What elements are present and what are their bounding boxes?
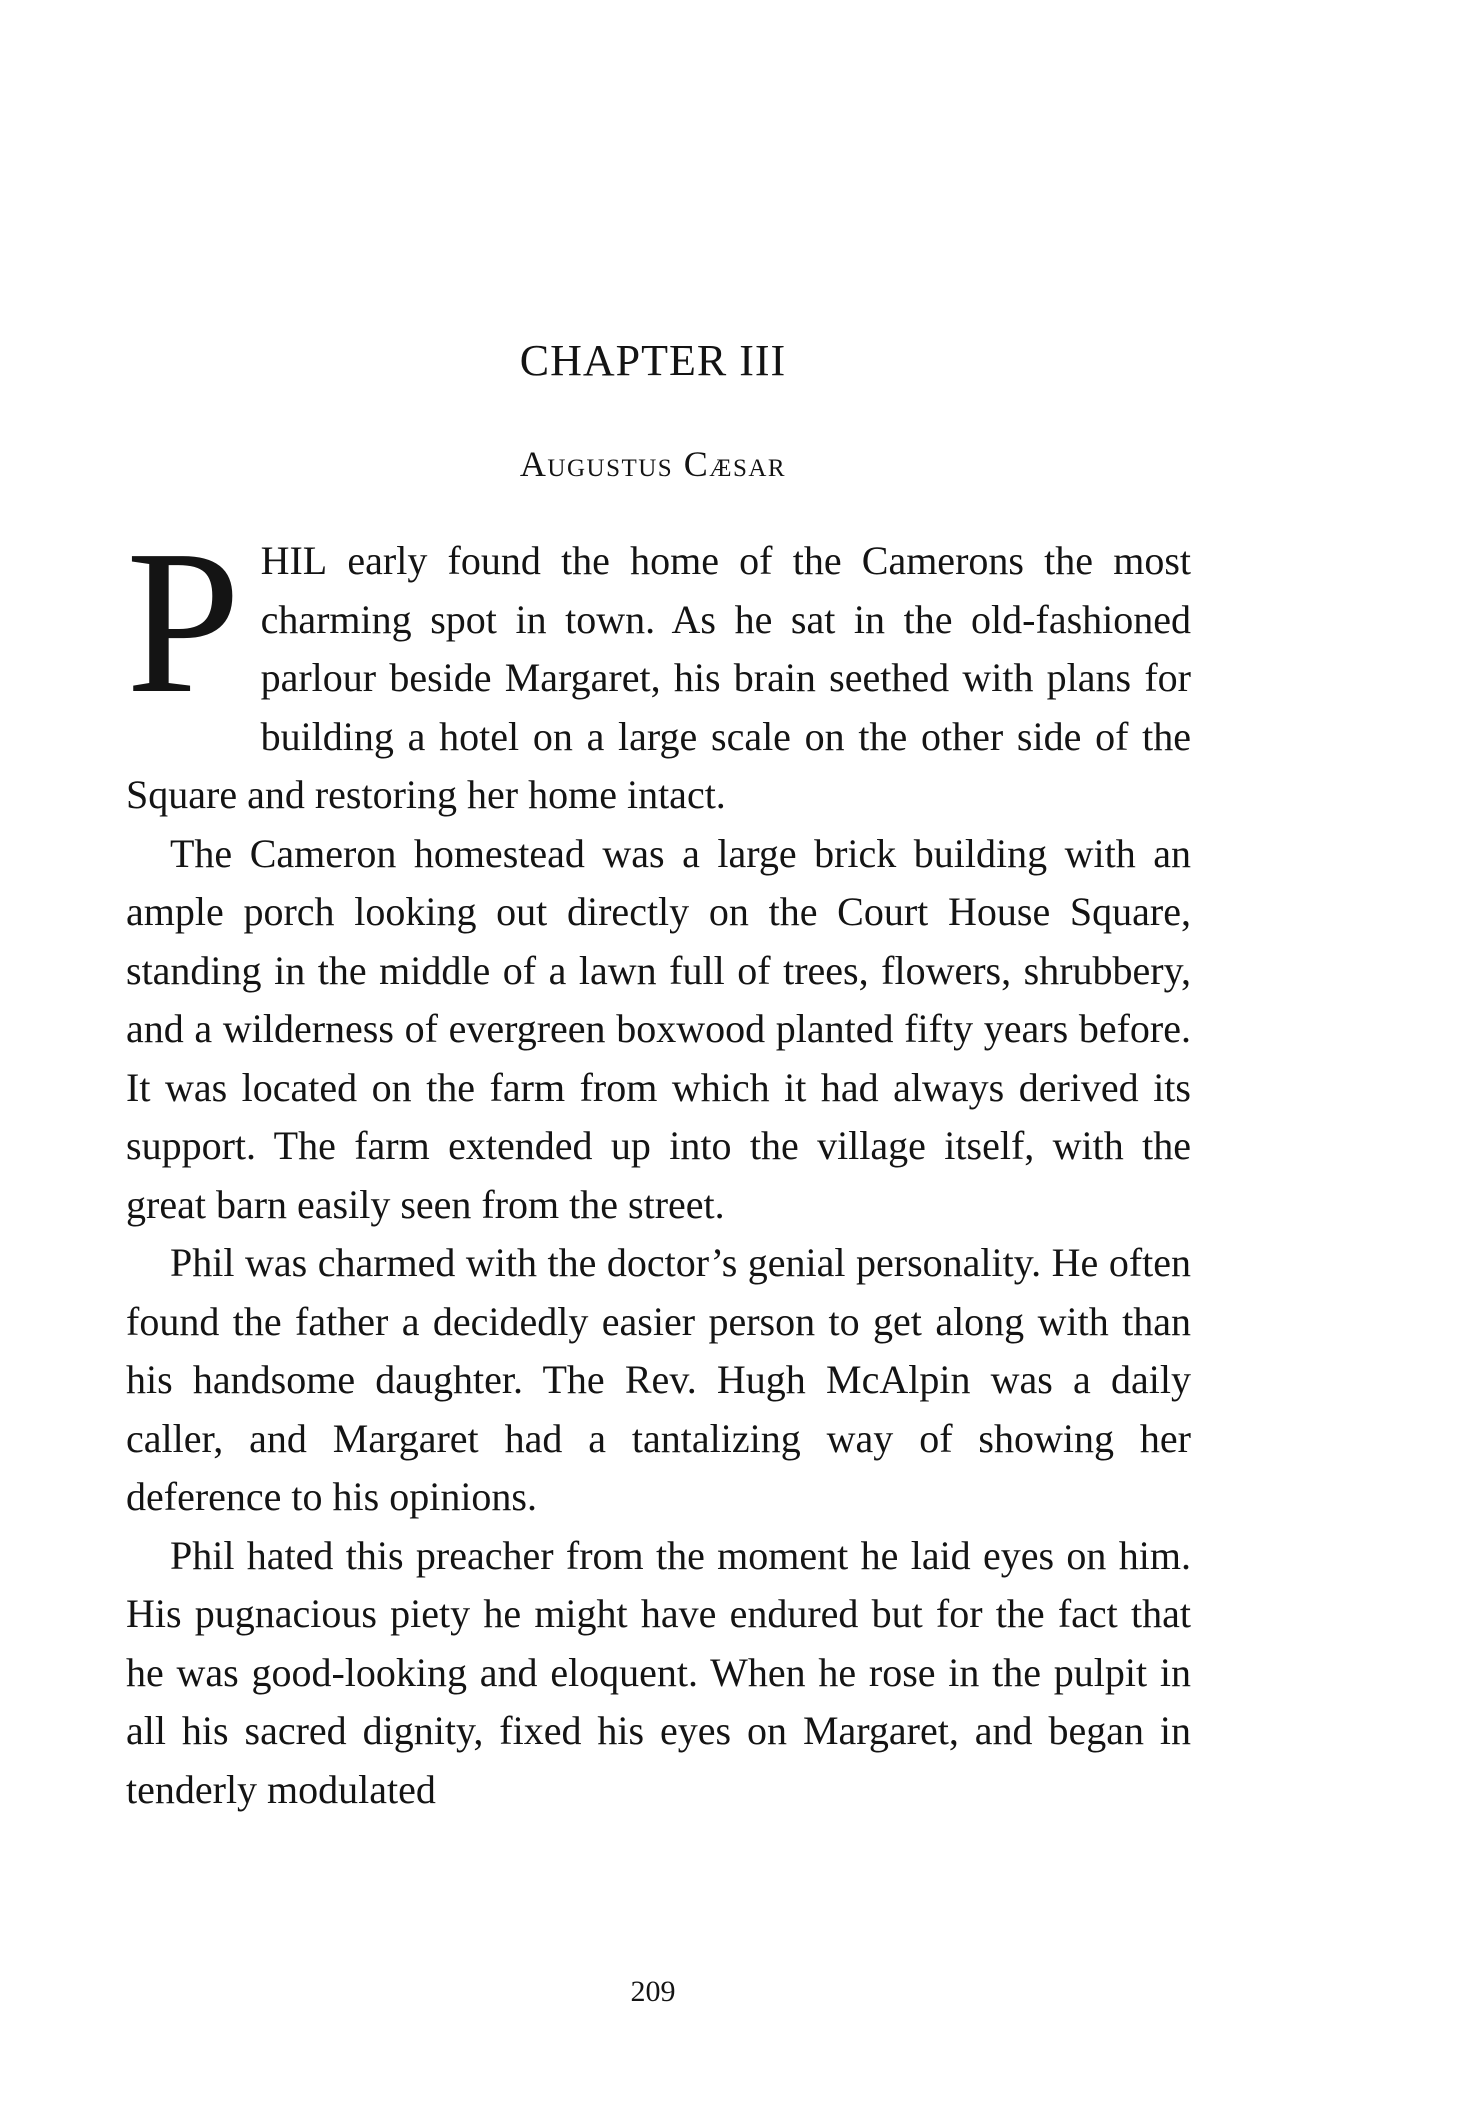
chapter-title: Augustus Cæsar [519, 444, 787, 484]
page-number: 209 [630, 1975, 676, 2008]
body-paragraph: Phil was charmed with the doctor’s genial personality. He often found the father a decidedly easier person to get along with than his handsome daughter. The Rev. Hugh McAlpin was a daily caller, and Margaret had a tantalizing way of showing her deference to his opinions. [126, 1240, 1191, 1519]
body-paragraph: The Cameron homestead was a large brick building with an ample porch looking out directly on the Court House Square, standing in the middle of a lawn full of trees, flowers, shrubbery, and a wilderness of evergreen boxwood planted fifty years before. It was located on the farm from which it had always derived its support. The farm extended up into the village itself, with the great barn easily seen from the street. [126, 830, 1191, 1227]
opening-paragraph-text: early found the home of the Camerons the most charming spot in town. As he sat in the old-fashioned parlour beside Margaret, his brain seethed with plans for building a hotel on a large scale on the other side of the Square and restoring her home intact. [126, 538, 1191, 817]
chapter-heading: CHAPTER III [519, 336, 787, 385]
lead-in-caps: HIL [260, 538, 328, 583]
body-paragraph: Phil hated this preacher from the moment he laid eyes on him. His pugnacious piety he might have endured but for the fact that he was good-looking and eloquent. When he rose in the pulpit in all his sacred dignity, fixed his eyes on Margaret, and began in tenderly modulated [126, 1532, 1191, 1812]
chapter-body [126, 507, 1191, 1819]
drop-cap: P [126, 507, 241, 736]
opening-paragraph [126, 507, 1191, 825]
